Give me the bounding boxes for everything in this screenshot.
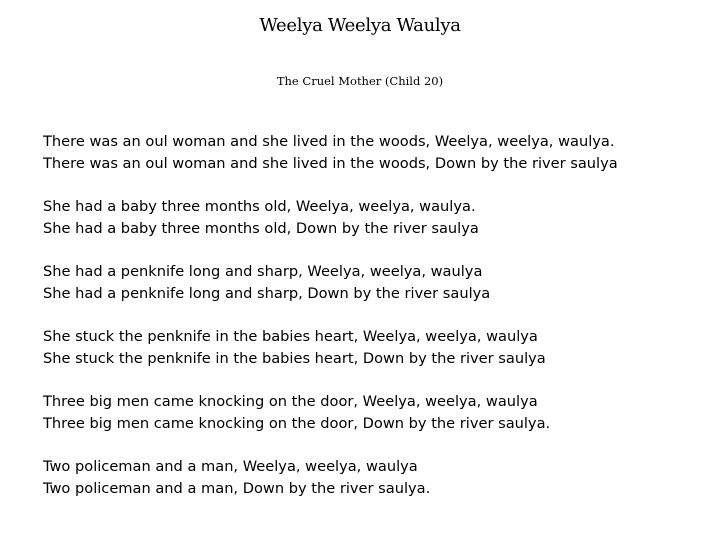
- verse-1: [43, 131, 713, 174]
- verse-5: [43, 391, 713, 434]
- verse-line: She stuck the penknife in the babies heart, Weelya, weelya, waulya: [43, 328, 538, 345]
- verse-line: Three big men came knocking on the door, Down by the river saulya.: [43, 414, 551, 432]
- verse-line: There was an oul woman and she lived in the woods, Down by the river saulya: [43, 154, 618, 172]
- verse-line: She had a baby three months old, Weelya, weelya, waulya.: [43, 198, 476, 215]
- verse-line: She had a baby three months old, Down by the river saulya: [43, 219, 479, 237]
- verse-line: Three big men came knocking on the door, Weelya, weelya, waulya: [43, 393, 538, 410]
- verse-6: [43, 456, 713, 499]
- document-subtitle: The Cruel Mother (Child 20): [276, 74, 444, 88]
- verse-line: She had a penknife long and sharp, Down by the river saulya: [43, 284, 491, 302]
- document-title: Weelya Weelya Waulya: [259, 15, 461, 36]
- lyrics-body: [43, 131, 713, 521]
- verse-3: [43, 261, 713, 304]
- verse-line: She stuck the penknife in the babies heart, Down by the river saulya: [43, 349, 546, 367]
- verse-line: She had a penknife long and sharp, Weelya, weelya, waulya: [43, 263, 483, 280]
- verse-line: Two policeman and a man, Down by the river saulya.: [43, 479, 431, 497]
- verse-line: Two policeman and a man, Weelya, weelya, waulya: [43, 458, 418, 475]
- verse-4: [43, 326, 713, 369]
- verse-2: [43, 196, 713, 239]
- verse-line: There was an oul woman and she lived in the woods, Weelya, weelya, waulya.: [43, 133, 615, 150]
